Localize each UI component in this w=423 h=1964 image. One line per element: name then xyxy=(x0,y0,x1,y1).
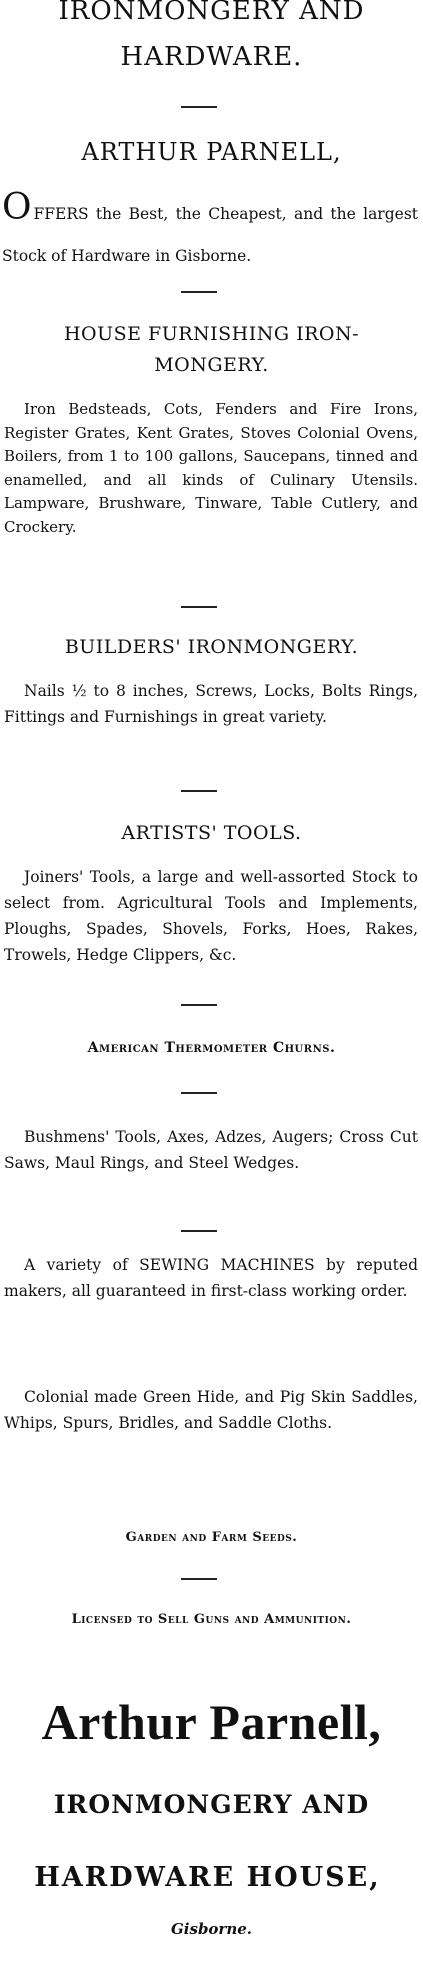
divider xyxy=(181,606,217,608)
section-title-house-furnishing-2: MONGERY. xyxy=(154,354,269,376)
section-title-artists-tools: ARTISTS' TOOLS. xyxy=(121,822,302,844)
heading-line-1: IRONMONGERY AND xyxy=(58,0,365,26)
divider xyxy=(181,1230,217,1232)
section-title-builders: BUILDERS' IRONMONGERY. xyxy=(64,636,359,658)
footer-name: Arthur Parnell, xyxy=(41,1694,382,1750)
footer-line-2: HARDWARE HOUSE, xyxy=(34,1862,381,1893)
divider xyxy=(181,790,217,792)
divider xyxy=(181,1092,217,1094)
saddles-text: Colonial made Green Hide, and Pig Skin Saddles, Whips, Spurs, Bridles, and Saddle Cloths. xyxy=(4,1388,418,1432)
sewing-machines-text: A variety of SEWING MACHINES by reputed makers, all guaranteed in first-class working order. xyxy=(4,1256,418,1300)
section-body-house-furnishing: Iron Bedsteads, Cots, Fenders and Fire Irons, Register Grates, Kent Grates, Stoves Colonial Ovens, Boilers, from 1 to 100 gallons, Saucepans, tinned and enamelled, and all kinds of Culinary Utensils. Lampware, Brushware, Tinware, Table Cutlery, and Crockery. xyxy=(4,400,418,536)
section-body-builders: Nails ½ to 8 inches, Screws, Locks, Bolts Rings, Fittings and Furnishings in great variety. xyxy=(4,682,418,726)
intro-text: FFERS the Best, the Cheapest, and the largest Stock of Hardware in Gisborne. xyxy=(2,205,418,265)
divider xyxy=(181,1578,217,1580)
divider xyxy=(181,291,217,293)
licensed-guns-ammunition: Licensed to Sell Guns and Ammunition. xyxy=(71,1612,352,1627)
divider xyxy=(181,1004,217,1006)
heading-line-2: HARDWARE. xyxy=(120,42,303,72)
footer-place: Gisborne. xyxy=(170,1920,253,1938)
intro-paragraph xyxy=(2,187,418,277)
american-churns: American Thermometer Churns. xyxy=(87,1040,336,1056)
garden-farm-seeds: Garden and Farm Seeds. xyxy=(125,1530,298,1545)
section-title-house-furnishing-1: HOUSE FURNISHING IRON- xyxy=(63,323,360,345)
section-body-artists-tools: Joiners' Tools, a large and well-assorted Stock to select from. Agricultural Tools and Implements, Ploughs, Spades, Shovels, Forks, Hoes, Rakes, Trowels, Hedge Clippers, &c. xyxy=(4,868,418,964)
proprietor-name: ARTHUR PARNELL, xyxy=(81,138,342,166)
bushmen-tools-text: Bushmens' Tools, Axes, Adzes, Augers; Cross Cut Saws, Maul Rings, and Steel Wedges. xyxy=(4,1128,418,1172)
footer-line-1: IRONMONGERY AND xyxy=(53,1790,370,1819)
drop-cap: O xyxy=(2,187,32,228)
divider xyxy=(181,106,217,108)
